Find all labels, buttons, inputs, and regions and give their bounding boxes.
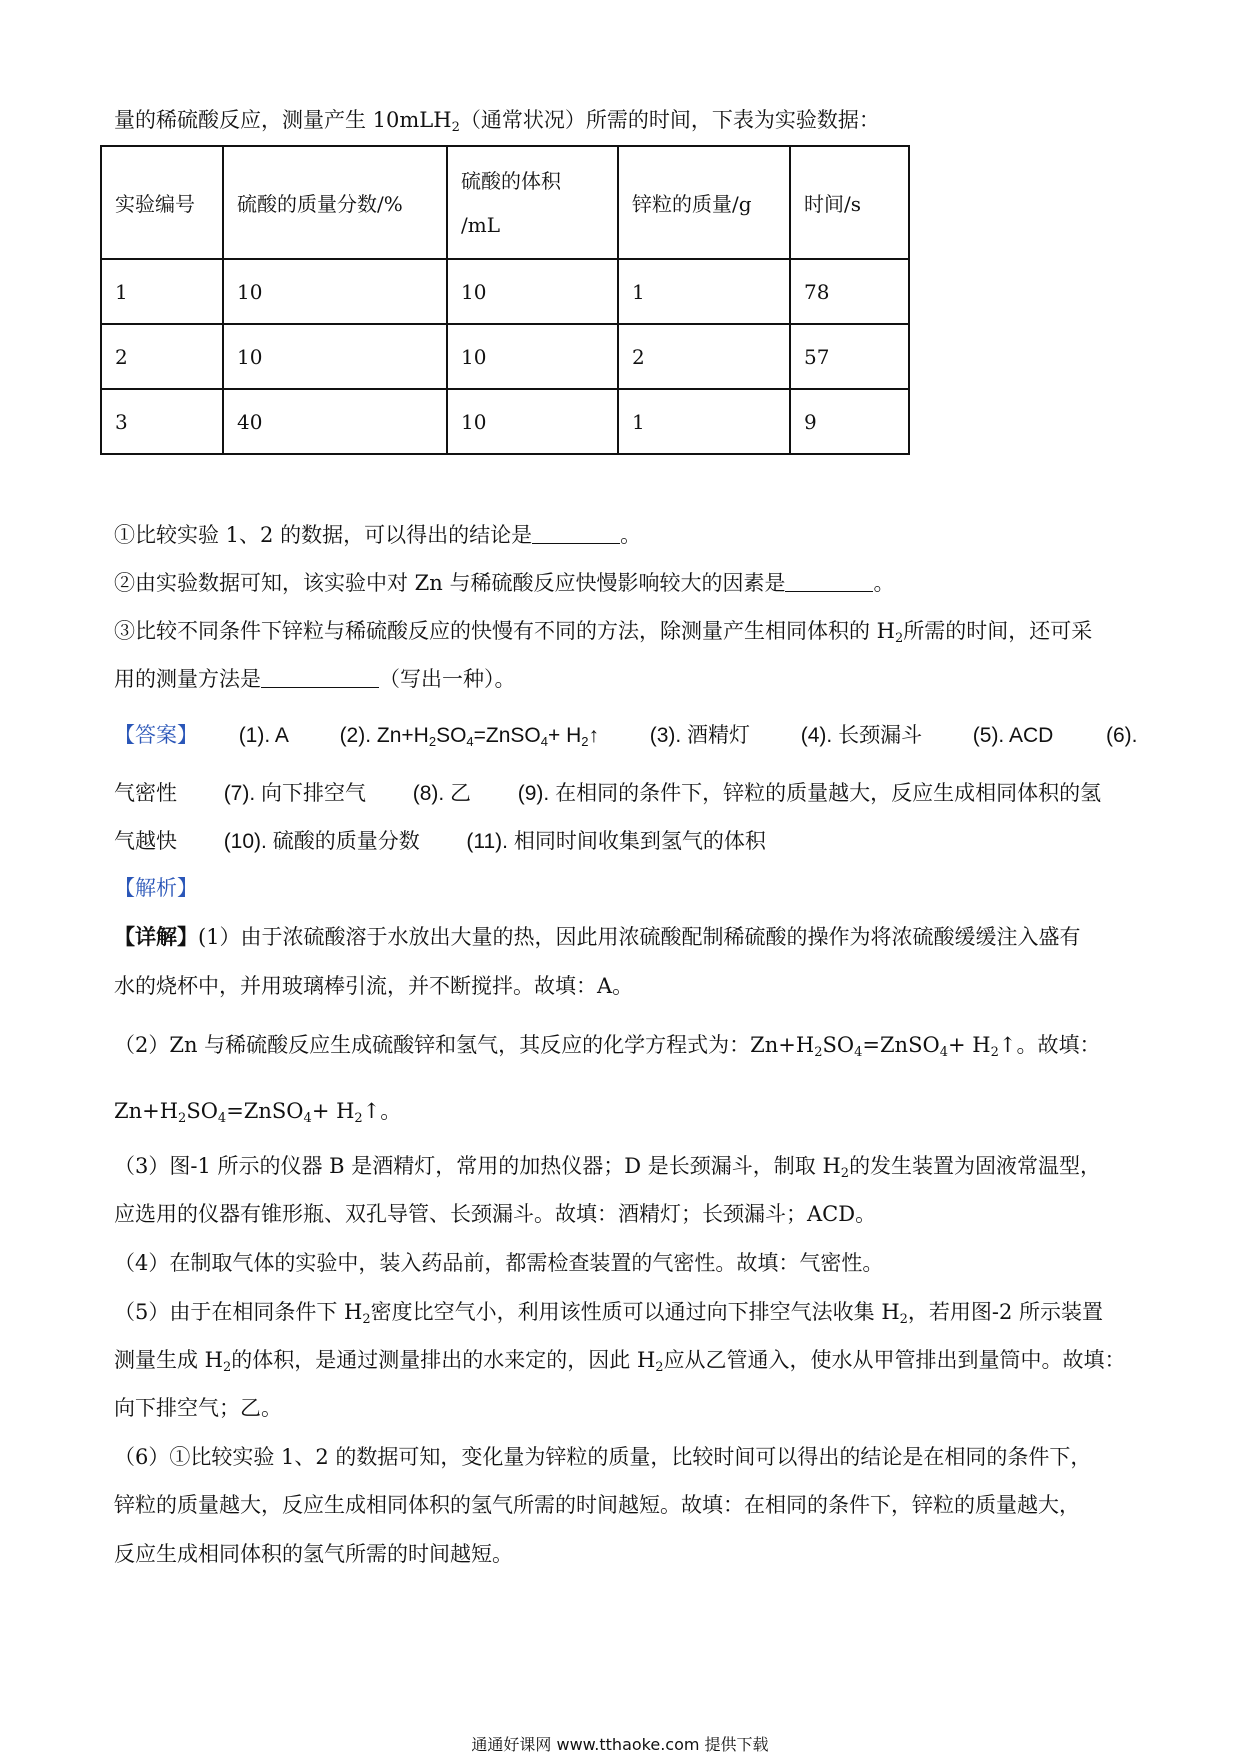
table-cell: 78 xyxy=(790,259,909,324)
answer-item: (11). 相同时间收集到氢气的体积 xyxy=(466,830,766,853)
question-3-line1: ③比较不同条件下锌粒与稀硫酸反应的快慢有不同的方法，除测量产生相同体积的 $H_2$所需的时间，还可采 xyxy=(114,619,1093,646)
answer-item: (3). 酒精灯 xyxy=(649,724,751,747)
table-cell: 2 xyxy=(618,324,790,389)
answer-line1 xyxy=(114,720,1137,751)
table-header-cell: 实验编号 xyxy=(101,146,223,259)
answer-blank xyxy=(785,573,873,592)
answer-item: (1). A xyxy=(238,724,289,747)
answer-blank xyxy=(261,669,379,688)
table-header-cell: 硫酸的体积 /mL xyxy=(447,146,618,259)
answer-item: (6). xyxy=(1105,724,1138,747)
answer-line3 xyxy=(114,826,766,857)
analysis-p4: （4）在制取气体的实验中，装入药品前，都需检查装置的气密性。故填：气密性。 xyxy=(114,1251,884,1275)
answer-item: (10). 硫酸的质量分数 xyxy=(223,830,420,853)
table-cell: 10 xyxy=(447,324,618,389)
table-row xyxy=(101,389,909,454)
answer-item: (5). ACD xyxy=(972,724,1054,747)
table-row xyxy=(101,259,909,324)
question-2: ②由实验数据可知，该实验中对 Zn 与稀硫酸反应快慢影响较大的因素是 。 xyxy=(114,571,895,595)
experiment-table xyxy=(100,145,910,455)
answer-item: (8). 乙 xyxy=(412,782,472,805)
table-cell: 1 xyxy=(618,259,790,324)
answer-item: (4). 长颈漏斗 xyxy=(800,724,923,747)
analysis-p6-line2: 锌粒的质量越大，反应生成相同体积的氢气所需的时间越短。故填：在相同的条件下，锌粒的质量越大， xyxy=(114,1493,1080,1517)
analysis-p6-line3: 反应生成相同体积的氢气所需的时间越短。 xyxy=(114,1542,513,1566)
table-cell: 10 xyxy=(223,324,447,389)
table-header-cell: 时间/s xyxy=(790,146,909,259)
answer-item: (9). 在相同的条件下，锌粒的质量越大，反应生成相同体积的氢 xyxy=(517,782,1102,805)
table-header-row xyxy=(101,146,909,259)
answer-blank xyxy=(532,525,620,544)
table-cell: 9 xyxy=(790,389,909,454)
intro-text: 量的稀硫酸反应，测量产生 10mLH$_2$（通常状况）所需的时间，下表为实验数据： xyxy=(114,108,880,135)
analysis-p2: （2）Zn 与稀硫酸反应生成硫酸锌和氢气，其反应的化学方程式为：$Zn+H_2SO_4=ZnSO_4+$ $H_2↑$。故填： xyxy=(114,1033,1101,1060)
analysis-p1-line2: 水的烧杯中，并用玻璃棒引流，并不断搅拌。故填：A。 xyxy=(114,974,634,998)
analysis-p5-line2: 测量生成 $H_2$的体积，是通过测量排出的水来定的，因此 $H_2$应从乙管通入，使水从甲管排出到量筒中。故填： xyxy=(114,1348,1126,1375)
table-header-cell: 锌粒的质量/g xyxy=(618,146,790,259)
table-cell: 1 xyxy=(618,389,790,454)
analysis-label: 【解析】 xyxy=(114,876,198,900)
analysis-p2-equation: $Zn+H_2SO_4=ZnSO_4+$ $H_2↑$。 xyxy=(114,1099,402,1126)
table-cell: 57 xyxy=(790,324,909,389)
table-cell: 10 xyxy=(447,389,618,454)
table-row xyxy=(101,324,909,389)
answer-item: (2). $Zn+H_2SO_4=ZnSO_4+$ $H_2↑$ xyxy=(339,724,600,749)
answer-item: 气越快 xyxy=(114,830,177,853)
analysis-p3-line1: （3）图-1 所示的仪器 B 是酒精灯，常用的加热仪器；D 是长颈漏斗，制取 $H_2$的发生装置为固液常温型， xyxy=(114,1154,1102,1181)
analysis-p5-line1: （5）由于在相同条件下 $H_2$密度比空气小，利用该性质可以通过向下排空气法收集 $H_2$，若用图-2 所示装置 xyxy=(114,1300,1104,1327)
table-cell: 1 xyxy=(101,259,223,324)
analysis-p3-line2: 应选用的仪器有锥形瓶、双孔导管、长颈漏斗。故填：酒精灯；长颈漏斗；ACD。 xyxy=(114,1202,877,1226)
analysis-p6-line1: （6）①比较实验 1、2 的数据可知，变化量为锌粒的质量，比较时间可以得出的结论是在相同的条件下， xyxy=(114,1445,1092,1469)
detail-label: 【详解】 xyxy=(114,924,198,949)
table-header-cell: 硫酸的质量分数/% xyxy=(223,146,447,259)
table-cell: 3 xyxy=(101,389,223,454)
analysis-p1-line1: 【详解】(1）由于浓硫酸溶于水放出大量的热，因此用浓硫酸配制稀硫酸的操作为将浓硫酸缓缓注入盛有 xyxy=(114,924,1081,949)
answer-item: (7). 向下排空气 xyxy=(223,782,367,805)
analysis-p5-line3: 向下排空气；乙。 xyxy=(114,1396,282,1420)
table-cell: 40 xyxy=(223,389,447,454)
answer-item: 气密性 xyxy=(114,782,177,805)
table-cell: 10 xyxy=(223,259,447,324)
page-footer: 通通好课网 www.tthaoke.com 提供下载 xyxy=(471,1735,769,1754)
answer-label: 【答案】 xyxy=(114,723,198,747)
table-cell: 10 xyxy=(447,259,618,324)
question-3-line2: 用的测量方法是 （写出一种）。 xyxy=(114,667,516,691)
answer-line2 xyxy=(114,778,1101,809)
table-cell: 2 xyxy=(101,324,223,389)
question-1: ①比较实验 1、2 的数据，可以得出的结论是 。 xyxy=(114,523,642,547)
